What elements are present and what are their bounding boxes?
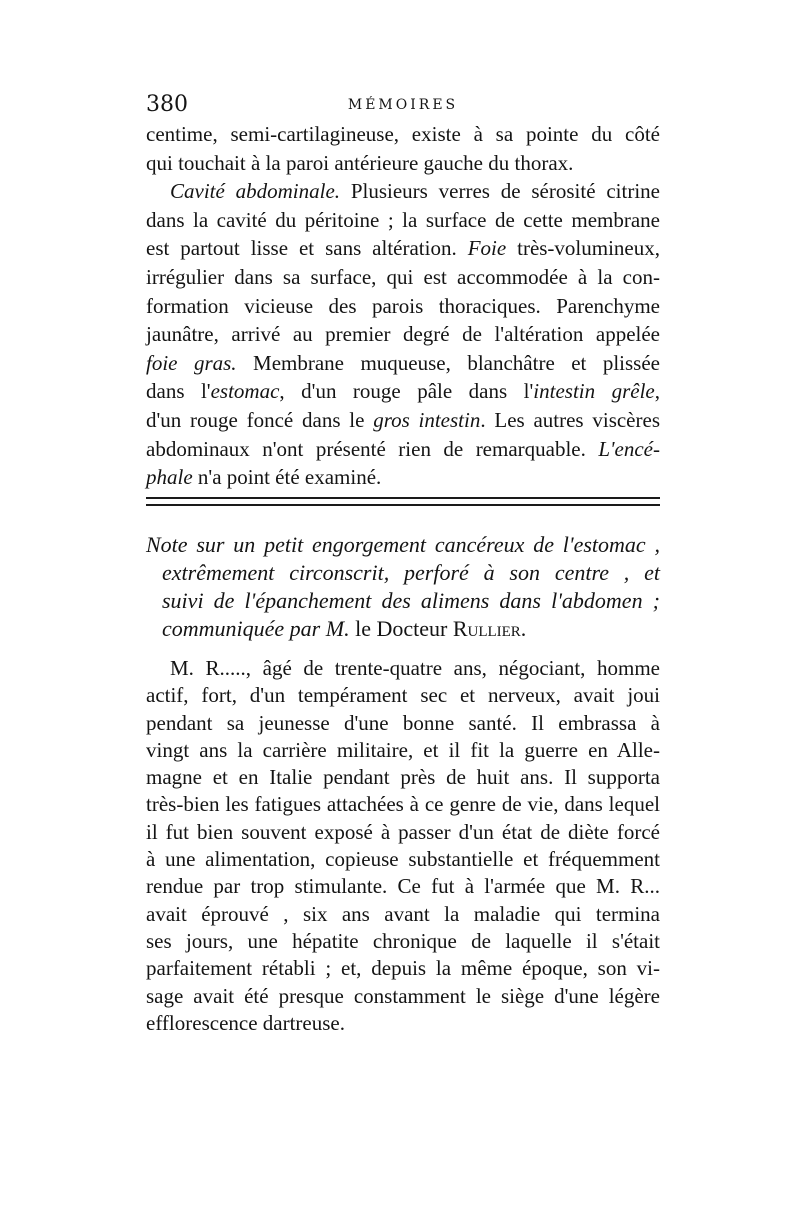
separator-rule-bottom	[146, 504, 660, 506]
previous-case-paragraph	[146, 120, 660, 492]
text-line: sage avait été presque constamment le siège d'une légère	[146, 983, 660, 1008]
text-line: pendant sa jeunesse d'une bonne santé. Il embrassa à	[146, 710, 660, 735]
note-title-line: suivi de l'épanchement des alimens dans l'abdomen ;	[162, 588, 660, 613]
text-line: qui touchait à la paroi antérieure gauche du thorax.	[146, 150, 574, 175]
text-line: d'un rouge foncé dans le gros intestin. Les autres viscères	[146, 407, 660, 432]
text-line: avait éprouvé , six ans avant la maladie qui termina	[146, 901, 660, 926]
note-title-line: extrêmement circonscrit, perforé à son centre , et	[162, 560, 660, 585]
text-line: il fut bien souvent exposé à passer d'un état de diète forcé	[146, 819, 660, 844]
text-line: M. R....., âgé de trente-quatre ans, négociant, homme	[170, 656, 660, 680]
text-line: actif, fort, d'un tempérament sec et nerveux, avait joui	[146, 683, 660, 708]
text-line: dans l'estomac, d'un rouge pâle dans l'intestin grêle,	[146, 379, 660, 404]
running-title: MÉMOIRES	[347, 97, 459, 113]
running-head	[146, 92, 660, 118]
note-title-line: communiquée par M. le Docteur Rullier.	[162, 616, 527, 641]
text-line: à une alimentation, copieuse substantielle et fréquemment	[146, 847, 660, 872]
text-line: ses jours, une hépatite chronique de laquelle il s'était	[146, 928, 660, 953]
text-line: foie gras. Membrane muqueuse, blanchâtre et plissée	[146, 350, 660, 375]
text-line: très-bien les fatigues attachées à ce genre de vie, dans lequel	[146, 792, 660, 817]
case-paragraph	[146, 655, 660, 1037]
page-number: 380	[146, 92, 188, 117]
text-line: formation vicieuse des parois thoraciques. Parenchyme	[146, 293, 660, 318]
text-line: abdominaux n'ont présenté rien de remarquable. L'encé-	[146, 436, 660, 461]
note-title	[146, 531, 660, 643]
separator-rule-top	[146, 497, 660, 499]
note-title-line: Note sur un petit engorgement cancéreux de l'estomac ,	[146, 532, 660, 557]
text-line: centime, semi-cartilagineuse, existe à sa pointe du côté	[146, 122, 660, 146]
text-line: parfaitement rétabli ; et, depuis la même époque, son vi-	[146, 956, 660, 981]
text-line: irrégulier dans sa surface, qui est accommodée à la con-	[146, 264, 660, 289]
text-line: jaunâtre, arrivé au premier degré de l'altération appelée	[146, 322, 660, 347]
author-name: Rullier.	[452, 616, 527, 641]
text-line: dans la cavité du péritoine ; la surface de cette membrane	[146, 207, 660, 232]
text-line: vingt ans la carrière militaire, et il fit la guerre en Alle-	[146, 737, 660, 762]
text-line: magne et en Italie pendant près de huit ans. Il supporta	[146, 765, 660, 790]
text-line: rendue par trop stimulante. Ce fut à l'armée que M. R...	[146, 874, 660, 899]
text-line: Cavité abdominale. Plusieurs verres de sérosité citrine	[170, 179, 660, 204]
text-line: est partout lisse et sans altération. Foie très-volumineux,	[146, 236, 661, 261]
text-line: phale n'a point été examiné.	[146, 465, 382, 490]
text-line: efflorescence dartreuse.	[146, 1010, 345, 1035]
